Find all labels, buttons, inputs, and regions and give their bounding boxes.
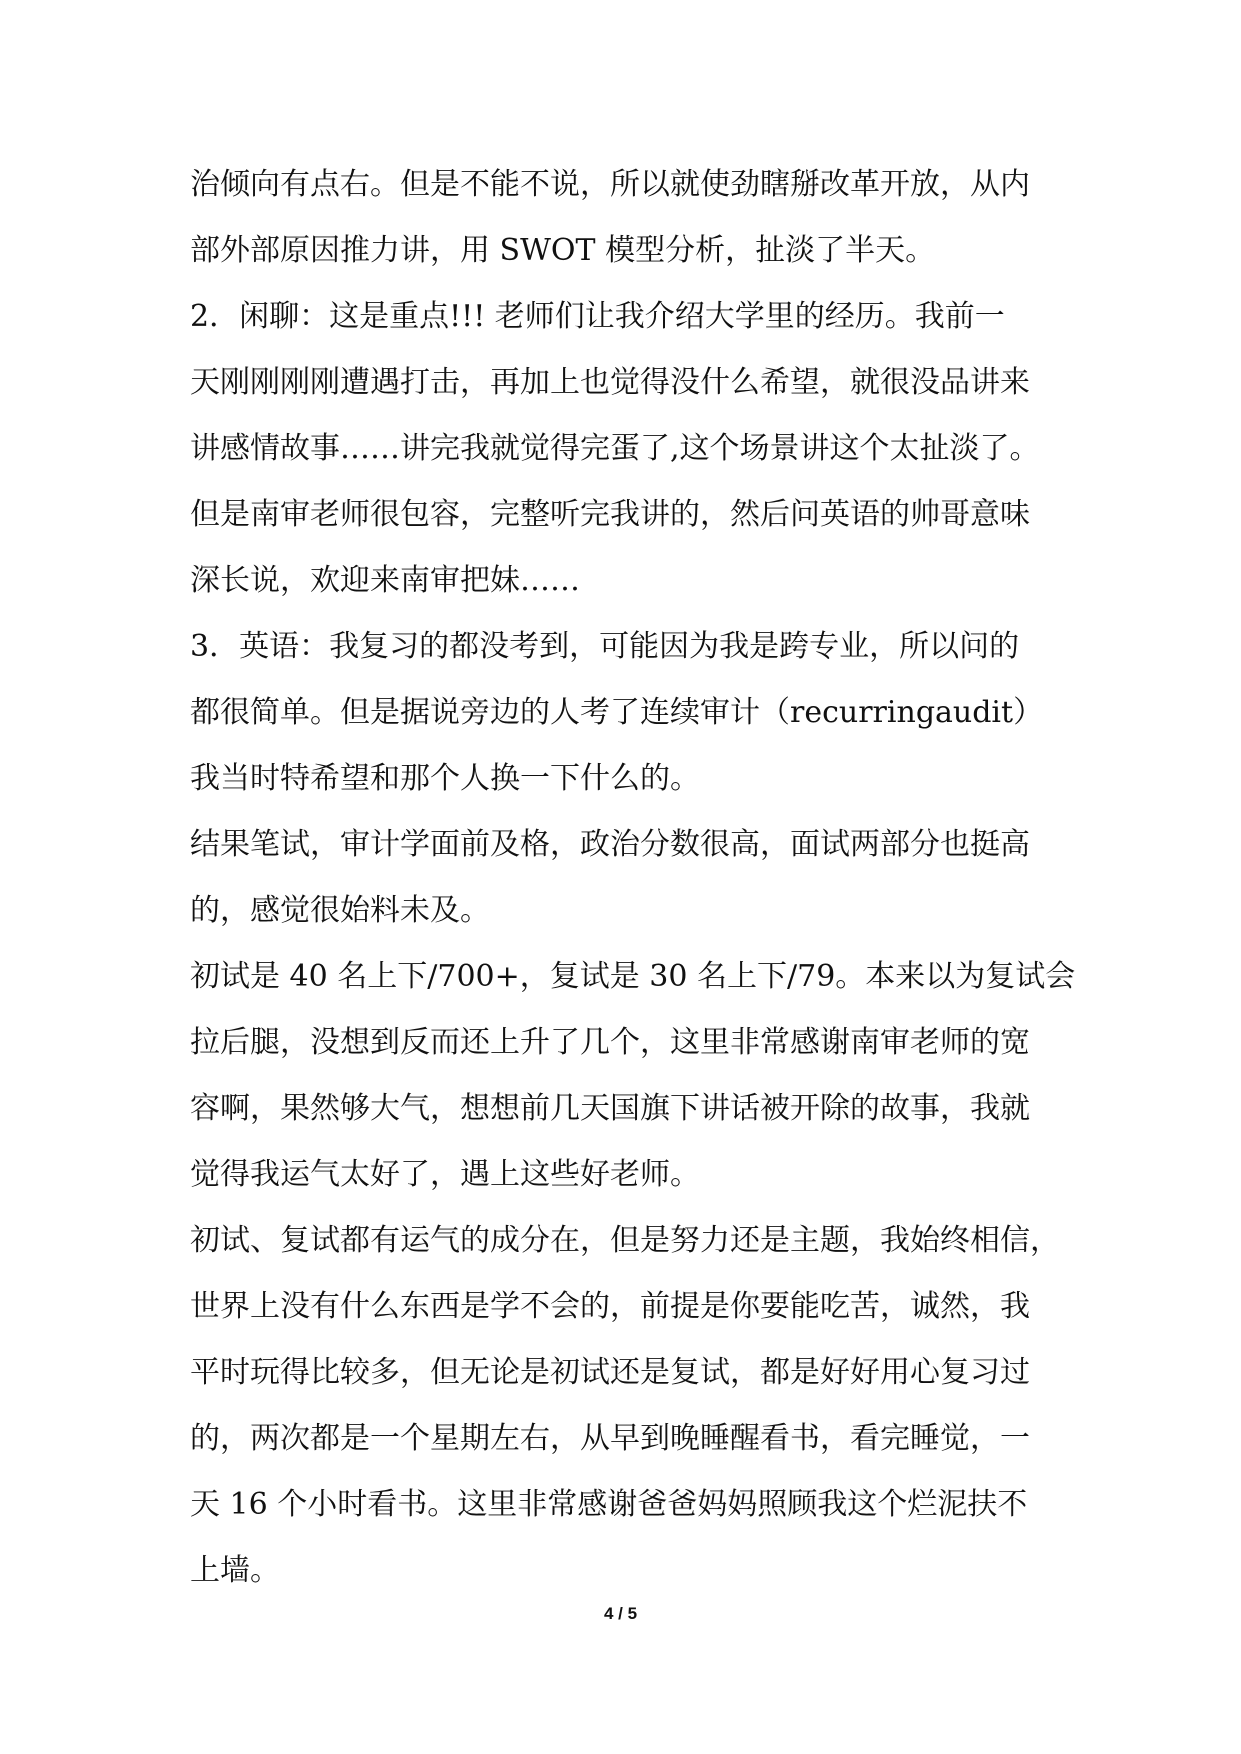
text-line: 2．闲聊：这是重点!!! 老师们让我介绍大学里的经历。我前一 (190, 299, 1005, 334)
text-line: 天 16 个小时看书。这里非常感谢爸爸妈妈照顾我这个烂泥扶不 (190, 1487, 1028, 1522)
text-line: 世界上没有什么东西是学不会的，前提是你要能吃苦，诚然，我 (190, 1289, 1030, 1324)
text-line: 部外部原因推力讲，用 SWOT 模型分析，扯淡了半天。 (190, 233, 936, 268)
text-line: 容啊，果然够大气，想想前几天国旗下讲话被开除的故事，我就 (190, 1091, 1030, 1126)
text-line: 上墙。 (190, 1553, 280, 1588)
text-line: 治倾向有点右。但是不能不说，所以就使劲瞎掰改革开放，从内 (190, 167, 1030, 202)
text-line: 都很简单。但是据说旁边的人考了连续审计（recurringaudit） (190, 695, 1044, 730)
text-line: 拉后腿，没想到反而还上升了几个，这里非常感谢南审老师的宽 (190, 1025, 1030, 1060)
text-line: 觉得我运气太好了，遇上这些好老师。 (190, 1157, 700, 1192)
text-line: 讲感情故事……讲完我就觉得完蛋了,这个场景讲这个太扯淡了。 (190, 431, 1040, 466)
text-line: 初试是 40 名上下/700+，复试是 30 名上下/79。本来以为复试会 (190, 959, 1076, 994)
page-number: 4 / 5 (603, 1604, 638, 1623)
text-line: 我当时特希望和那个人换一下什么的。 (190, 761, 700, 796)
text-line: 3．英语：我复习的都没考到，可能因为我是跨专业，所以问的 (190, 629, 1020, 664)
text-line: 深长说，欢迎来南审把妹…… (190, 563, 580, 598)
text-line: 平时玩得比较多，但无论是初试还是复试，都是好好用心复习过 (190, 1355, 1030, 1390)
text-line: 天刚刚刚刚遭遇打击，再加上也觉得没什么希望，就很没品讲来 (190, 365, 1030, 400)
text-line: 的，感觉很始料未及。 (190, 893, 490, 928)
document-body (190, 152, 1076, 1604)
text-line: 结果笔试，审计学面前及格，政治分数很高，面试两部分也挺高 (190, 827, 1030, 862)
text-line: 的，两次都是一个星期左右，从早到晚睡醒看书，看完睡觉，一 (190, 1421, 1030, 1456)
text-line: 但是南审老师很包容，完整听完我讲的，然后问英语的帅哥意味 (190, 497, 1030, 532)
text-line: 初试、复试都有运气的成分在，但是努力还是主题，我始终相信， (190, 1223, 1060, 1258)
